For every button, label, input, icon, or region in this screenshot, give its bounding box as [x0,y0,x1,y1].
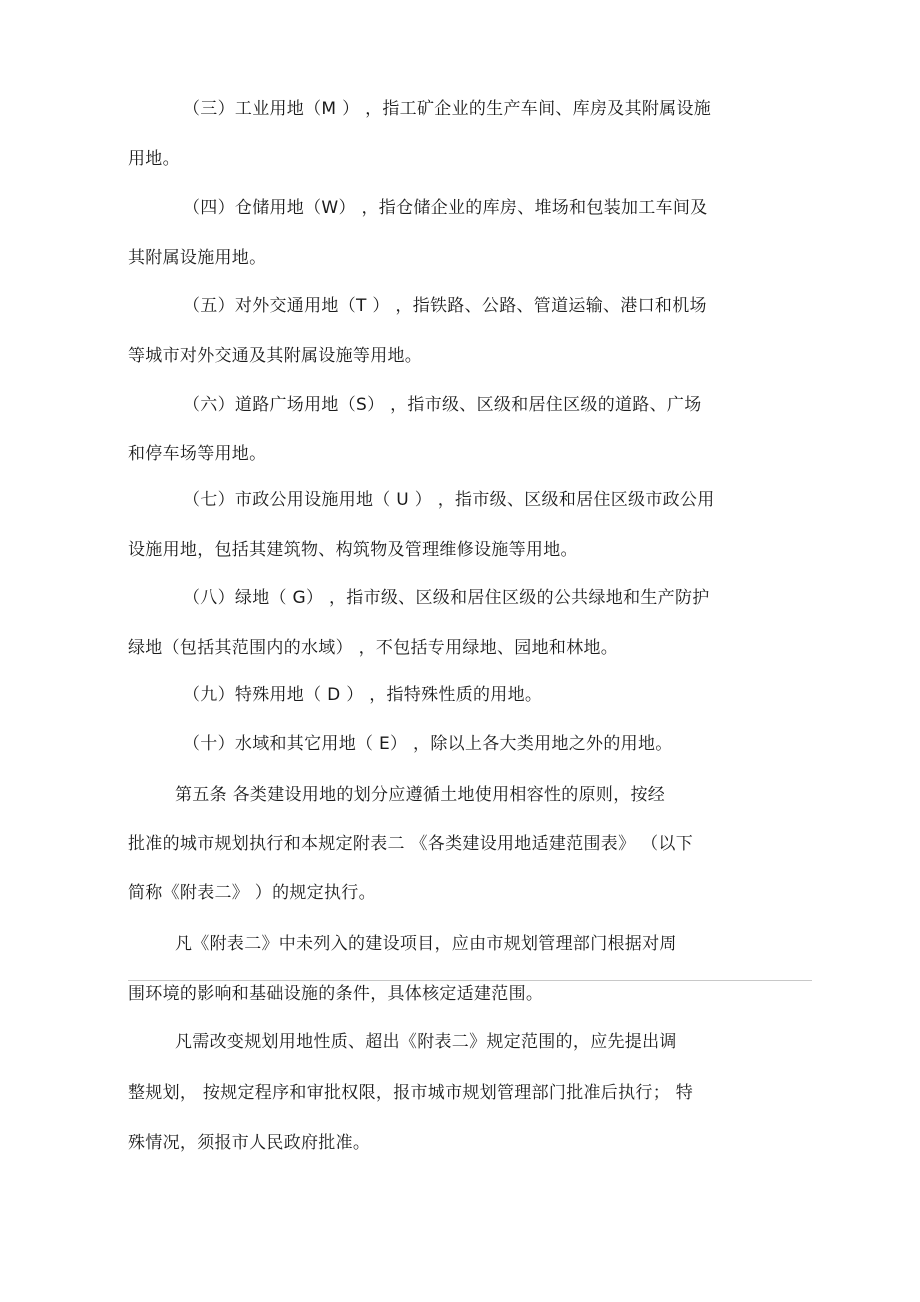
article-heading-line: 第五条 各类建设用地的划分应遵循土地使用相容性的原则，按经 [175,785,666,805]
paragraph-line: （九）特殊用地（ D ） ，指特殊性质的用地。 [183,685,543,705]
paragraph-line: 围环境的影响和基础设施的条件，具体核定适建范围。 [128,984,544,1004]
paragraph-line: （五）对外交通用地（T ） ，指铁路、公路、管道运输、港口和机场 [183,296,707,316]
paragraph-line: 殊情况，须报市人民政府批准。 [128,1133,371,1153]
paragraph-line: 简称《附表二》 ）的规定执行。 [128,883,376,903]
paragraph-line: 凡需改变规划用地性质、超出《附表二》规定范围的，应先提出调 [175,1032,677,1052]
paragraph-line: （六）道路广场用地（S） ，指市级、区级和居住区级的道路、广场 [183,395,702,415]
paragraph-line: （十）水域和其它用地（ E） ，除以上各大类用地之外的用地。 [183,734,673,754]
paragraph-line: （四）仓储用地（W） ，指仓储企业的库房、堆场和包装加工车间及 [183,198,708,218]
paragraph-line: 凡《附表二》中未列入的建设项目，应由市规划管理部门根据对周 [175,934,677,954]
divider-line [128,980,812,981]
paragraph-line: （八）绿地（ G） ，指市级、区级和居住区级的公共绿地和生产防护 [183,588,710,608]
paragraph-line: （三）工业用地（M ） ，指工矿企业的生产车间、库房及其附属设施 [183,99,712,119]
paragraph-line: 整规划， 按规定程序和审批权限，报市城市规划管理部门批准后执行； 特 [128,1083,694,1103]
paragraph-line: 等城市对外交通及其附属设施等用地。 [128,346,423,366]
paragraph-line: 用地。 [128,149,180,169]
paragraph-line: 绿地（包括其范围内的水域） ，不包括专用绿地、园地和林地。 [128,638,619,658]
paragraph-line: 设施用地，包括其建筑物、构筑物及管理维修设施等用地。 [128,540,578,560]
paragraph-line: 其附属设施用地。 [128,248,267,268]
paragraph-line: 批准的城市规划执行和本规定附表二 《各类建设用地适建范围表》 （以下 [128,834,694,854]
paragraph-line: 和停车场等用地。 [128,444,267,464]
paragraph-line: （七）市政公用设施用地（ U ） ，指市级、区级和居住区级市政公用 [183,490,715,510]
